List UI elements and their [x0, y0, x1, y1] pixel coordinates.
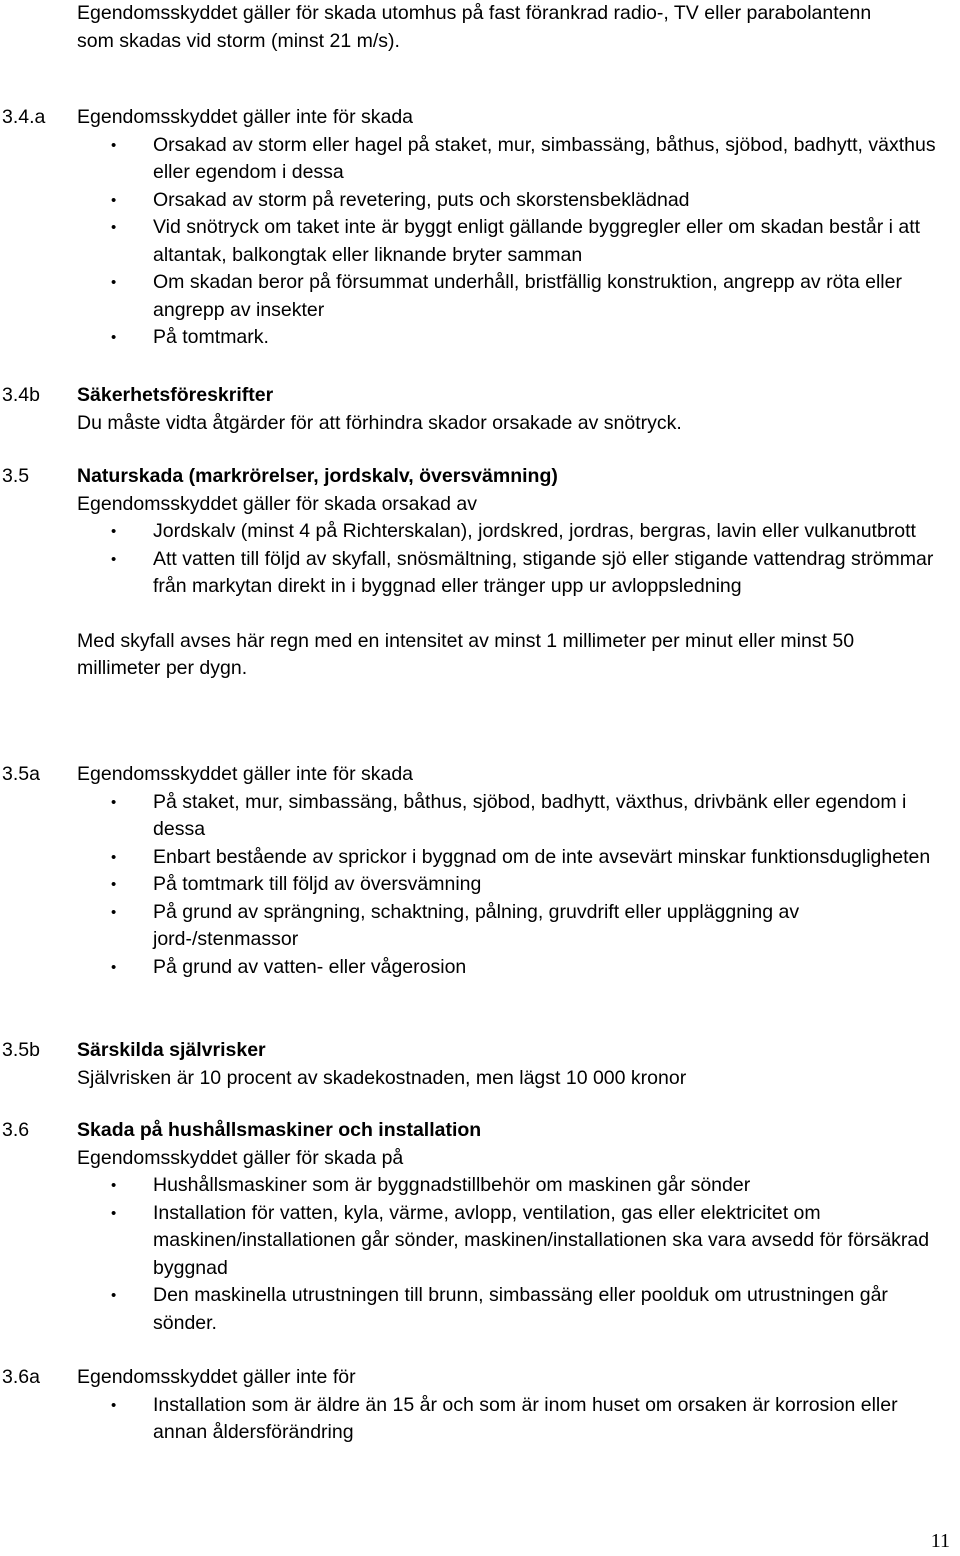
section-body: [77, 382, 947, 437]
list-item: • Vid snötryck om taket inte är byggt enligt gällande byggregler eller om skadan består i att altantak, balkongtak eller liknande bryter samman: [111, 216, 921, 266]
section-number: 3.6: [2, 1119, 30, 1141]
section-heading: Naturskada (markrörelser, jordskalv, översvämning): [77, 465, 558, 487]
list-item: • På grund av vatten- eller vågerosion: [77, 954, 947, 982]
section-body: [77, 104, 947, 352]
section-lead: Egendomsskyddet gäller för skada orsakad av: [77, 492, 477, 515]
list-item: • Enbart bestående av sprickor i byggnad om de inte avsevärt minskar funktionsdugligheten: [77, 844, 947, 872]
bullet-icon: •: [111, 191, 117, 209]
list-item: • Jordskalv (minst 4 på Richterskalan), jordskred, jordras, bergras, lavin eller vulkanutbrott: [77, 518, 947, 546]
bullet-icon: •: [111, 550, 117, 568]
list-item: • Orsakad av storm eller hagel på staket, mur, simbassäng, båthus, sjöbod, badhytt, växthus eller egendom i dessa: [111, 133, 936, 183]
bullet-icon: •: [111, 523, 117, 540]
list-item: • Installation som är äldre än 15 år och som är inom huset om orsaken är korrosion eller annan åldersförändring: [111, 1393, 898, 1443]
bullet-icon: •: [111, 274, 117, 291]
section-body: [77, 463, 947, 683]
section-body: [77, 1037, 947, 1092]
section-heading: Egendomsskyddet gäller inte för: [77, 1366, 356, 1388]
section-number: 3.5a: [2, 763, 40, 785]
bullet-list: [77, 132, 947, 352]
list-item: • Orsakad av storm på revetering, puts och skorstensbeklädnad: [77, 187, 947, 215]
bullet-icon: •: [111, 958, 117, 976]
bullet-icon: •: [111, 329, 117, 346]
list-item: • På staket, mur, simbassäng, båthus, sjöbod, badhytt, växthus, drivbänk eller egendom i dessa: [111, 790, 907, 840]
bullet-icon: •: [111, 1204, 117, 1222]
section-body: [77, 761, 947, 981]
bullet-list: [77, 518, 947, 601]
section-heading: Egendomsskyddet gäller inte för skada: [77, 763, 414, 785]
section-number: 3.5b: [2, 1039, 40, 1061]
section-number: 3.4b: [2, 384, 40, 406]
bullet-icon: •: [111, 793, 117, 811]
section-number: 3.6a: [2, 1366, 40, 1388]
bullet-icon: •: [111, 1177, 117, 1194]
section-note: Med skyfall avses här regn med en intensitet av minst 1 millimeter per minut eller minst 50 millimeter per dygn.: [77, 629, 855, 679]
bullet-icon: •: [111, 219, 117, 236]
intro-text: Egendomsskyddet gäller för skada utomhus på fast förankrad radio-, TV eller parabolantenn som skadas vid storm (minst 21 m/s).: [77, 2, 872, 52]
list-item: • Om skadan beror på försummat underhåll, bristfällig konstruktion, angrepp av röta eller angrepp av insekter: [111, 271, 902, 321]
bullet-icon: •: [111, 1287, 117, 1304]
bullet-icon: •: [111, 848, 117, 866]
section-body: [77, 1117, 947, 1337]
bullet-list: [77, 1392, 947, 1447]
section-lead: Egendomsskyddet gäller för skada på: [77, 1146, 404, 1169]
bullet-icon: •: [111, 1396, 117, 1414]
bullet-list: [77, 789, 947, 982]
list-item: • På tomtmark.: [77, 324, 947, 352]
list-item: • Installation för vatten, kyla, värme, avlopp, ventilation, gas eller elektricitet om maskinen/installationen går sönder, maskinen/installationen ska vara avsedd för försäkrad byggnad: [111, 1201, 930, 1279]
page-number: 11: [930, 1530, 950, 1552]
bullet-icon: •: [111, 136, 117, 154]
list-item: • Den maskinella utrustningen till brunn, simbassäng eller poolduk om utrustningen går sönder.: [111, 1284, 888, 1334]
list-item: • På tomtmark till följd av översvämning: [77, 871, 947, 899]
section-heading: Säkerhetsföreskrifter: [77, 384, 274, 406]
section-heading: Egendomsskyddet gäller inte för skada: [77, 106, 414, 128]
section-number: 3.4.a: [2, 106, 46, 128]
list-item: • Hushållsmaskiner som är byggnadstillbehör om maskinen går sönder: [77, 1172, 947, 1200]
bullet-list: [77, 1172, 947, 1337]
section-text: Du måste vidta åtgärder för att förhindra skador orsakade av snötryck.: [77, 411, 682, 434]
section-body: [77, 1364, 947, 1447]
section-text: Självrisken är 10 procent av skadekostnaden, men lägst 10 000 kronor: [77, 1066, 687, 1089]
list-item: • Att vatten till följd av skyfall, snösmältning, stigande sjö eller stigande vattendrag strömmar från markytan direkt in i byggnad eller tränger upp ur avloppsledning: [111, 547, 934, 597]
section-number: 3.5: [2, 465, 30, 487]
bullet-icon: •: [111, 903, 117, 921]
bullet-icon: •: [111, 876, 117, 893]
list-item: • På grund av sprängning, schaktning, pålning, gruvdrift eller uppläggning av jord-/stenmassor: [111, 900, 800, 950]
section-heading: Skada på hushållsmaskiner och installation: [77, 1119, 482, 1141]
section-heading: Särskilda självrisker: [77, 1039, 266, 1061]
